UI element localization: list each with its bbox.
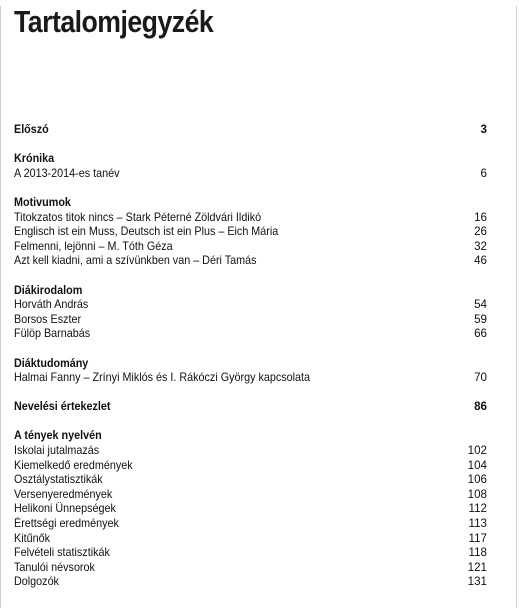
toc-entry[interactable] <box>14 298 487 313</box>
toc-entry-title: Helikoni Ünnepségek <box>14 502 116 516</box>
toc-entry-page-number: 104 <box>467 458 487 472</box>
toc-entry-title: Dolgozók <box>14 575 59 589</box>
toc-entry-title: A 2013-2014-es tanév <box>14 166 120 180</box>
toc-entry-title: Horváth András <box>14 298 89 312</box>
toc-entry[interactable] <box>14 327 487 342</box>
toc-entry-title: Kiemelkedő eredmények <box>14 458 133 472</box>
toc-entry-title: Borsos Eszter <box>14 312 82 326</box>
left-edge-rule <box>0 6 1 608</box>
right-edge-rule <box>516 6 517 608</box>
toc-entry-title: Fülöp Barnabás <box>14 327 91 341</box>
toc-entry-title: Tanulói névsorok <box>14 560 95 574</box>
toc-entry-page-number: 112 <box>468 502 487 516</box>
section-spacer <box>14 386 487 401</box>
section-spacer <box>14 415 487 430</box>
toc-entry-title: Felmenni, lejönni – M. Tóth Géza <box>14 239 173 253</box>
toc-entry-title: Halmai Fanny – Zrínyi Miklós és I. Rákóczi György kapcsolata <box>14 371 311 385</box>
toc-entry[interactable] <box>14 517 487 532</box>
toc-entry-page-number: 66 <box>474 327 487 341</box>
toc-section <box>14 123 487 138</box>
toc-section <box>14 400 487 415</box>
toc-section-heading[interactable] <box>14 152 487 167</box>
toc-entry-page-number: 32 <box>474 239 487 253</box>
section-heading-label: Diáktudomány <box>14 356 89 370</box>
section-heading-label: Motivumok <box>14 195 71 209</box>
toc-entry-page-number: 70 <box>474 371 487 385</box>
toc-entry[interactable] <box>14 371 487 386</box>
section-spacer <box>14 181 487 196</box>
toc-entry-page-number: 113 <box>468 517 487 531</box>
toc-entry-title: Iskolai jutalmazás <box>14 444 100 458</box>
toc-entry[interactable] <box>14 211 487 226</box>
toc-entry-page-number: 16 <box>474 210 487 224</box>
toc-entry[interactable] <box>14 240 487 255</box>
toc-entry-page-number: 26 <box>474 225 487 239</box>
toc-entry-title: Osztálystatisztikák <box>14 473 103 487</box>
toc-section-heading[interactable] <box>14 400 487 415</box>
section-page-number: 86 <box>474 400 487 414</box>
toc-entry-page-number: 118 <box>468 546 487 560</box>
toc-entry[interactable] <box>14 254 487 269</box>
table-of-contents <box>14 123 487 590</box>
toc-entry[interactable] <box>14 313 487 328</box>
toc-entry[interactable] <box>14 459 487 474</box>
toc-entry-page-number: 131 <box>467 575 487 589</box>
toc-section-heading[interactable] <box>14 196 487 211</box>
toc-entry-title: Kitűnők <box>14 531 50 545</box>
toc-entry-title: Azt kell kiadni, ami a szívünkben van – Déri Tamás <box>14 254 257 268</box>
toc-entry-page-number: 121 <box>467 560 487 574</box>
toc-entry[interactable] <box>14 561 487 576</box>
section-page-number: 3 <box>480 123 487 136</box>
toc-entry[interactable] <box>14 167 487 182</box>
toc-section <box>14 429 487 590</box>
toc-section <box>14 196 487 269</box>
page-title: Tartalomjegyzék <box>14 4 214 39</box>
toc-section-heading[interactable] <box>14 429 487 444</box>
toc-entry-title: Titokzatos titok nincs – Stark Péterné Zöldvári Ildikó <box>14 210 262 224</box>
toc-entry[interactable] <box>14 488 487 503</box>
section-heading-label: Nevelési értekezlet <box>14 400 111 414</box>
toc-entry[interactable] <box>14 532 487 547</box>
toc-entry[interactable] <box>14 502 487 517</box>
toc-entry[interactable] <box>14 444 487 459</box>
toc-entry-title: Felvételi statisztikák <box>14 546 110 560</box>
toc-section <box>14 357 487 386</box>
toc-entry-title: Versenyeredmények <box>14 487 113 501</box>
toc-entry-page-number: 117 <box>468 531 487 545</box>
toc-section <box>14 152 487 181</box>
toc-entry-page-number: 54 <box>474 298 487 312</box>
toc-entry-page-number: 106 <box>467 473 487 487</box>
section-spacer <box>14 138 487 153</box>
toc-entry[interactable] <box>14 225 487 240</box>
section-spacer <box>14 342 487 357</box>
section-heading-label: Diákirodalom <box>14 283 83 297</box>
toc-entry[interactable] <box>14 575 487 590</box>
section-heading-label: Krónika <box>14 152 55 166</box>
toc-section-heading[interactable] <box>14 123 487 138</box>
toc-entry[interactable] <box>14 473 487 488</box>
section-spacer <box>14 269 487 284</box>
section-heading-label: A tények nyelvén <box>14 429 102 443</box>
toc-entry-page-number: 46 <box>474 254 487 268</box>
toc-entry-page-number: 108 <box>467 487 487 501</box>
toc-section-heading[interactable] <box>14 357 487 372</box>
toc-entry-page-number: 59 <box>474 312 487 326</box>
toc-entry-page-number: 6 <box>480 166 487 180</box>
toc-entry-title: Englisch ist ein Muss, Deutsch ist ein Plus – Eich Mária <box>14 225 279 239</box>
toc-entry-title: Érettségi eredmények <box>14 517 119 531</box>
toc-entry[interactable] <box>14 546 487 561</box>
toc-section <box>14 284 487 342</box>
toc-section-heading[interactable] <box>14 284 487 299</box>
toc-entry-page-number: 102 <box>467 444 487 458</box>
section-heading-label: Előszó <box>14 123 49 136</box>
